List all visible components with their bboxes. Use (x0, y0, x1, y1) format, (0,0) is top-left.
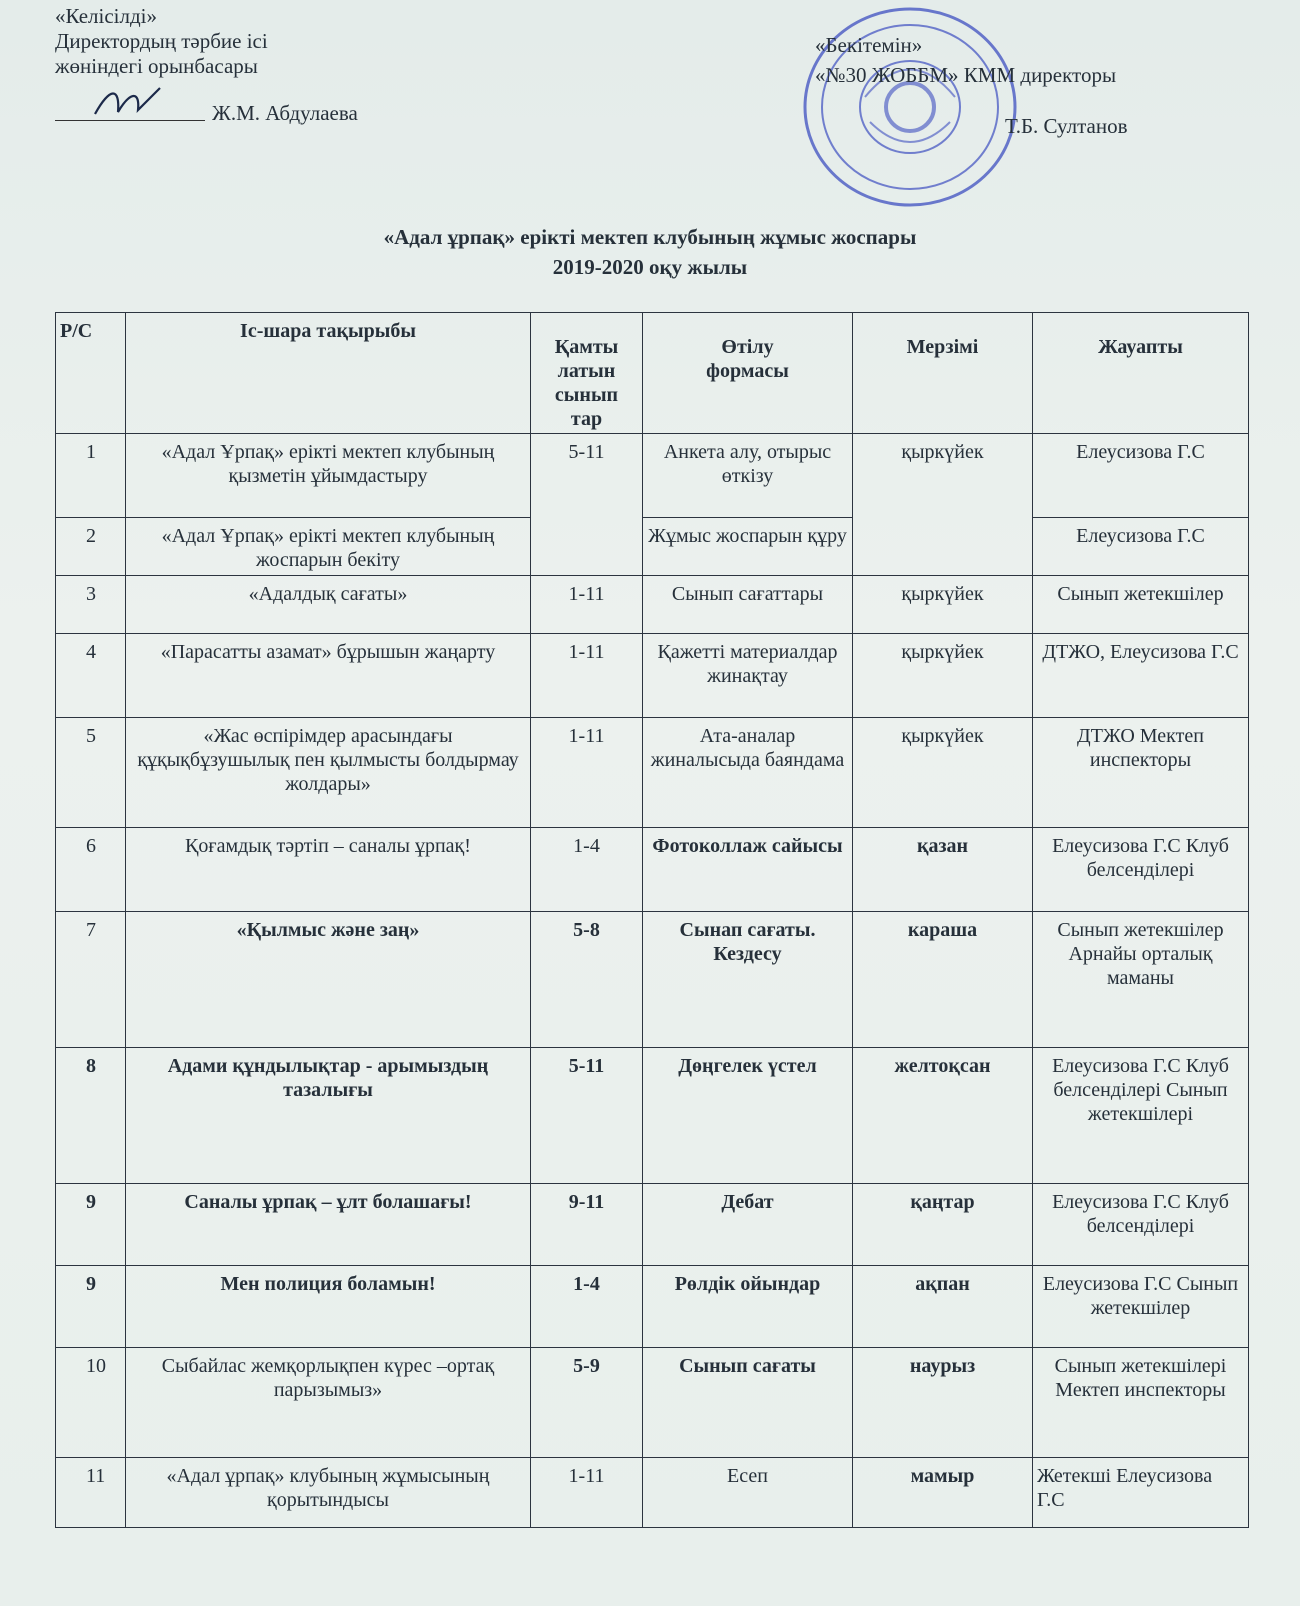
col-header-classes-line1: Қамты (554, 336, 619, 358)
row-responsible: Елеусизова Г.С Клуб белсенділері Сынып жетекшілері (1033, 1048, 1249, 1184)
row-term: қазан (853, 828, 1033, 912)
row-classes: 5-11 (531, 434, 643, 576)
row-topic: «Жас өспірімдер арасындағы құқықбұзушылық пен қылмысты болдырмау жолдары» (126, 718, 531, 828)
row-classes: 9-11 (531, 1184, 643, 1266)
row-term: желтоқсан (853, 1048, 1033, 1184)
deputy-signature (90, 82, 180, 122)
table-row (56, 1266, 1249, 1348)
table-row (56, 518, 1249, 576)
table-row (56, 912, 1249, 1048)
row-topic: «Адал Ұрпақ» ерікті мектеп клубының қызметін ұйымдастыру (126, 434, 531, 518)
col-header-form-line1: Өтілу (721, 336, 774, 358)
row-classes: 1-11 (531, 718, 643, 828)
row-form: Дебат (643, 1184, 853, 1266)
agreed-label: «Келісілді» (55, 4, 157, 28)
row-responsible: Елеусизова Г.С Клуб белсенділері (1033, 828, 1249, 912)
row-topic: «Парасатты азамат» бұрышын жаңарту (126, 634, 531, 718)
row-form: Анкета алу, отырыс өткізу (643, 434, 853, 518)
row-form: Сынып сағаттары (643, 576, 853, 634)
row-number: 1 (56, 434, 126, 518)
table-row (56, 828, 1249, 912)
plan-table (55, 312, 1249, 1528)
row-number: 7 (56, 912, 126, 1048)
row-term: қыркүйек (853, 576, 1033, 634)
row-number: 3 (56, 576, 126, 634)
row-classes: 1-4 (531, 828, 643, 912)
row-number: 9 (56, 1266, 126, 1348)
row-responsible: Елеусизова Г.С Клуб белсенділері (1033, 1184, 1249, 1266)
row-responsible: Елеусизова Г.С (1033, 434, 1249, 518)
table-row (56, 434, 1249, 518)
row-term: қыркүйек (853, 634, 1033, 718)
row-topic: Адами құндылықтар - арымыздың тазалығы (126, 1048, 531, 1184)
row-classes: 1-4 (531, 1266, 643, 1348)
row-number: 2 (56, 518, 126, 576)
row-classes: 1-11 (531, 634, 643, 718)
row-term: қыркүйек (853, 718, 1033, 828)
table-row (56, 1348, 1249, 1458)
row-responsible: ДТЖО, Елеусизова Г.С (1033, 634, 1249, 718)
row-number: 9 (56, 1184, 126, 1266)
row-term: қаңтар (853, 1184, 1033, 1266)
row-responsible: Сынып жетекшілер Арнайы орталық маманы (1033, 912, 1249, 1048)
row-form: Сынып сағаты (643, 1348, 853, 1458)
table-row (56, 1048, 1249, 1184)
row-responsible: ДТЖО Мектеп инспекторы (1033, 718, 1249, 828)
approve-label: «Бекітемін» (815, 33, 923, 57)
row-form: Жұмыс жоспарын құру (643, 518, 853, 576)
row-responsible: Елеусизова Г.С Сынып жетекшілер (1033, 1266, 1249, 1348)
col-header-form-line2: формасы (706, 360, 789, 382)
row-responsible: Елеусизова Г.С (1033, 518, 1249, 576)
row-term: қыркүйек (853, 434, 1033, 576)
row-classes: 1-11 (531, 1458, 643, 1528)
row-term: караша (853, 912, 1033, 1048)
col-header-classes (531, 313, 643, 434)
director-title: «№30 ЖОББМ» КММ директоры (815, 63, 1117, 87)
deputy-name: Ж.М. Абдулаева (212, 101, 358, 125)
row-term: ақпан (853, 1266, 1033, 1348)
row-responsible: Жетекші Елеусизова Г.С (1033, 1458, 1249, 1528)
col-header-topic: Іс-шара тақырыбы (126, 313, 531, 434)
row-topic: «Адал ұрпақ» клубының жұмысының қорытындысы (126, 1458, 531, 1528)
table-header-row (56, 313, 1249, 434)
row-topic: «Адалдық сағаты» (126, 576, 531, 634)
row-number: 10 (56, 1348, 126, 1458)
approval-left-block (55, 4, 268, 79)
academic-year: 2019-2020 оқу жылы (552, 255, 748, 279)
row-number: 8 (56, 1048, 126, 1184)
row-classes: 5-8 (531, 912, 643, 1048)
document-title: «Адал ұрпақ» ерікті мектеп клубының жұмыс жоспары (383, 225, 917, 249)
table-row (56, 1184, 1249, 1266)
director-name: Т.Б. Султанов (1005, 114, 1128, 138)
col-header-classes-line4: тар (570, 408, 603, 430)
col-header-term: Мерзімі (853, 313, 1033, 434)
signature-line (55, 120, 205, 121)
row-responsible: Сынып жетекшілер (1033, 576, 1249, 634)
col-header-resp: Жауапты (1033, 313, 1249, 434)
row-topic: «Қылмыс және заң» (126, 912, 531, 1048)
approval-right-block (815, 30, 1116, 90)
row-number: 5 (56, 718, 126, 828)
row-topic: Саналы ұрпақ – ұлт болашағы! (126, 1184, 531, 1266)
col-header-form (643, 313, 853, 434)
row-form: Сынап сағаты. Кездесу (643, 912, 853, 1048)
col-header-classes-line3: сынып (554, 384, 619, 406)
row-number: 11 (56, 1458, 126, 1528)
row-topic: «Адал Ұрпақ» ерікті мектеп клубының жоспарын бекіту (126, 518, 531, 576)
row-classes: 1-11 (531, 576, 643, 634)
row-form: Фотоколлаж сайысы (643, 828, 853, 912)
row-form: Рөлдік ойындар (643, 1266, 853, 1348)
row-classes: 5-11 (531, 1048, 643, 1184)
row-topic: Сыбайлас жемқорлықпен күрес –ортақ парызымыз» (126, 1348, 531, 1458)
deputy-title-line1: Директордың тәрбие ісі (55, 29, 268, 53)
table-row (56, 576, 1249, 634)
row-topic: Мен полиция боламын! (126, 1266, 531, 1348)
table-row (56, 718, 1249, 828)
col-header-classes-line2: латын (557, 360, 616, 382)
row-responsible: Сынып жетекшілері Мектеп инспекторы (1033, 1348, 1249, 1458)
row-classes: 5-9 (531, 1348, 643, 1458)
deputy-title-line2: жөніндегі орынбасары (55, 54, 258, 78)
row-term: мамыр (853, 1458, 1033, 1528)
row-term: наурыз (853, 1348, 1033, 1458)
row-number: 4 (56, 634, 126, 718)
row-form: Есеп (643, 1458, 853, 1528)
row-form: Қажетті материалдар жинақтау (643, 634, 853, 718)
row-form: Дөңгелек үстел (643, 1048, 853, 1184)
table-row (56, 634, 1249, 718)
row-number: 6 (56, 828, 126, 912)
col-header-num: Р/С (56, 313, 126, 434)
row-topic: Қоғамдық тәртіп – саналы ұрпақ! (126, 828, 531, 912)
row-form: Ата-аналар жиналысыда баяндама (643, 718, 853, 828)
table-row (56, 1458, 1249, 1528)
